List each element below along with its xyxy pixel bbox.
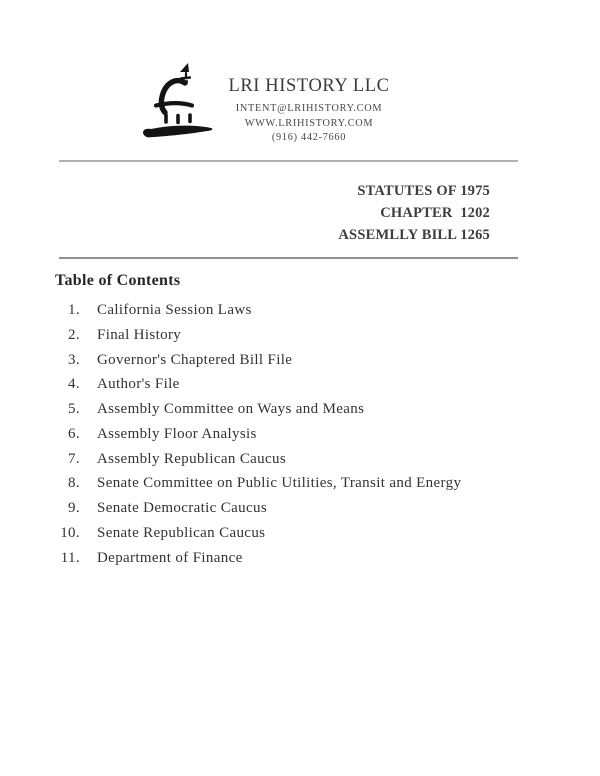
toc-item (0, 426, 600, 451)
toc-item (0, 550, 600, 575)
toc-item-label: Senate Democratic Caucus (97, 500, 268, 516)
toc-item (0, 475, 600, 500)
toc-item-number: 6. (68, 425, 80, 442)
toc-item-number: 10. (60, 524, 80, 541)
toc-item-number: 8. (68, 475, 80, 492)
statutes-line: STATUTES OF 1975 (357, 183, 490, 199)
toc-item-number: 9. (68, 500, 80, 516)
toc-item-number: 11. (60, 549, 80, 566)
phone-line: (916) 442-7660 (271, 132, 347, 144)
toc-item-label: Senate Republican Caucus (97, 524, 266, 541)
bill-line: ASSEMLLY BILL 1265 (338, 226, 490, 243)
toc-title: Table of Contents (55, 272, 181, 289)
toc-item-number: 5. (68, 401, 80, 417)
toc-item (0, 352, 600, 377)
toc-item-label: Author's File (97, 376, 180, 393)
divider-bottom (59, 257, 518, 259)
toc-item (0, 525, 600, 550)
toc-item-label: Department of Finance (97, 549, 243, 566)
chapter-line: CHAPTER 1202 (380, 204, 490, 221)
toc-item-label: Assembly Committee on Ways and Means (97, 401, 365, 417)
website-line: WWW.LRIHISTORY.COM (244, 117, 374, 129)
toc-item (0, 376, 600, 401)
toc-item-number: 1. (68, 302, 80, 318)
toc-item-label: Final History (97, 326, 182, 343)
toc-item-label: Assembly Floor Analysis (97, 425, 257, 442)
toc-item-label: Governor's Chaptered Bill File (97, 351, 293, 368)
toc-item (0, 327, 600, 352)
toc-item (0, 401, 600, 426)
toc-item-number: 4. (68, 376, 80, 393)
statute-reference (338, 181, 490, 246)
toc-item-label: Assembly Republican Caucus (97, 450, 287, 467)
toc-item-number: 3. (68, 351, 80, 368)
toc-item-number: 7. (68, 450, 80, 467)
toc-item (0, 500, 600, 525)
toc-item (0, 451, 600, 476)
toc-list (0, 302, 600, 574)
toc-item-label: Senate Committee on Public Utilities, Transit and Energy (97, 475, 462, 492)
letterhead-text (188, 76, 430, 143)
company-name: LRI HISTORY LLC (228, 76, 390, 96)
toc-item (0, 302, 600, 327)
divider-top (59, 160, 518, 162)
toc-item-number: 2. (68, 326, 80, 343)
toc-item-label: California Session Laws (97, 302, 252, 318)
email-line: INTENT@LRIHISTORY.COM (235, 103, 383, 114)
